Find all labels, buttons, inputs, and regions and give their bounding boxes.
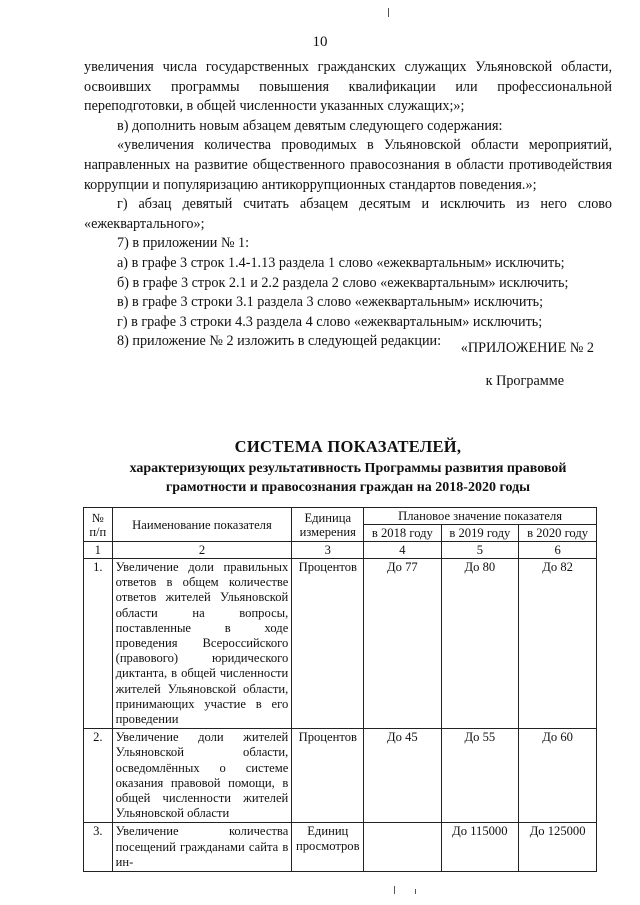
row-num: 3. [84,823,113,872]
appendix-title: «ПРИЛОЖЕНИЕ № 2 [460,340,594,356]
system-subtitle-line: характеризующих результативность Программы развития правовой [129,461,567,476]
row-unit: Процентов [292,729,364,823]
table-row [84,823,597,872]
appendix-subtitle: к Программе [485,373,564,389]
row-2019: До 80 [441,559,519,729]
system-title: СИСТЕМА ПОКАЗАТЕЛЕЙ, [234,437,462,456]
row-2018: До 45 [364,729,441,823]
scan-mark [415,889,416,894]
row-2019: До 115000 [441,823,519,872]
paragraph: а) в графе 3 строк 1.4-1.13 раздела 1 слово «ежеквартальным» исключить; [117,254,565,271]
row-name: Увеличение доли правильных ответов в общем количестве ответов жителей Ульяновской области на вопросы, поставленные в ходе проведения Всероссийского (правового) юридического диктанта, в общей численности жителей Ульяновской области, принимающих участие в его проведении [112,559,292,729]
row-2018: До 77 [364,559,441,729]
scan-mark [388,8,389,17]
col-number: 2 [112,542,292,559]
col-number: 6 [519,542,597,559]
col-number: 1 [84,542,113,559]
table-row [84,559,597,729]
header-name: Наименование показателя [112,508,292,542]
paragraph: 8) приложение № 2 изложить в следующей редакции: [117,333,442,350]
row-unit: Процентов [292,559,364,729]
col-number: 5 [441,542,519,559]
scan-mark [394,886,395,894]
row-2020: До 60 [519,729,597,823]
page-number: 10 [312,34,328,50]
paragraph: увеличения числа государственных гражданских служащих Ульяновской области, освоивших программы повышения квалификации или профессиональной переподготовки, в общей численности указанных служащих;»; [84,59,612,115]
system-subtitle-line: грамотности и правосознания граждан на 2018-2020 годы [165,480,531,495]
paragraph: г) в графе 3 строки 4.3 раздела 4 слово «ежеквартальным» исключить; [117,313,543,330]
row-num: 2. [84,729,113,823]
row-name: Увеличение доли жителей Ульяновской области, осведомлённых о системе оказания правовой помощи, в общей численности жителей Ульяновской области [112,729,292,823]
row-num: 1. [84,559,113,729]
header-num: № п/п [84,508,113,542]
indicators-table [83,507,597,872]
row-unit: Единиц просмотров [292,823,364,872]
amendment-text [84,58,612,352]
paragraph: в) в графе 3 строки 3.1 раздела 3 слово «ежеквартальным» исключить; [117,294,544,311]
paragraph: 7) в приложении № 1: [117,235,250,252]
paragraph: в) дополнить новым абзацем девятым следующего содержания: [117,117,503,134]
row-name: Увеличение количества посещений гражданами сайта в ин- [112,823,292,872]
header-2019: в 2019 году [441,525,519,542]
col-number: 3 [292,542,364,559]
header-planned: Плановое значение показателя [364,508,597,525]
header-unit: Единица измерения [292,508,364,542]
system-subtitle [84,459,612,497]
row-2019: До 55 [441,729,519,823]
row-2018 [364,823,441,872]
column-number-row [84,542,597,559]
table-row [84,729,597,823]
row-2020: До 125000 [519,823,597,872]
header-2020: в 2020 году [519,525,597,542]
paragraph: б) в графе 3 строк 2.1 и 2.2 раздела 2 слово «ежеквартальным» исключить; [117,274,569,291]
paragraph: г) абзац девятый считать абзацем десятым и исключить из него слово «ежеквартального»; [84,196,612,232]
header-2018: в 2018 году [364,525,441,542]
col-number: 4 [364,542,441,559]
paragraph: «увеличения количества проводимых в Ульяновской области мероприятий, направленных на развитие общественного правосознания в области противодействия коррупции и популяризацию антикоррупционных стандартов поведения.»; [84,137,612,193]
row-2020: До 82 [519,559,597,729]
table-header-row [84,508,597,525]
